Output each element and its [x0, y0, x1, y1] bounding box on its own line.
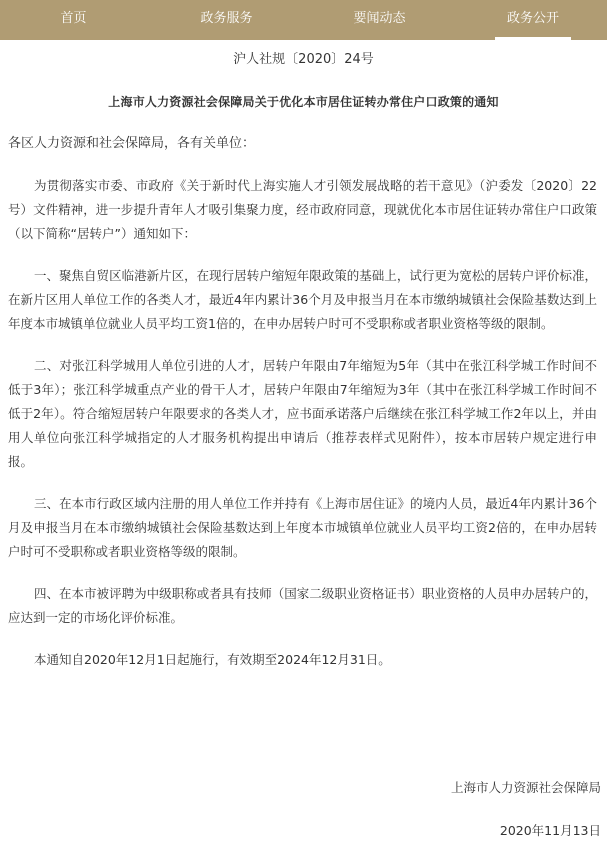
effective-date-paragraph: 本通知自2020年12月1日起施行，有效期至2024年12月31日。 — [34, 652, 391, 667]
nav-government-disclosure[interactable]: 政务公开 — [459, 0, 607, 40]
nav-home[interactable]: 首页 — [60, 11, 87, 26]
nav-news[interactable]: 要闻动态 — [353, 11, 406, 26]
item-4: 四、在本市被评聘为中级职称或者具有技师（国家二级职业资格证书）职业资格的人员申办居转户的，应达到一定的市场化评价标准。 — [8, 586, 597, 625]
top-nav — [0, 0, 607, 40]
document-body — [0, 40, 607, 672]
item-3: 三、在本市行政区域内注册的用人单位工作并持有《上海市居住证》的境内人员，最近4年内累计36个月及申报当月在本市缴纳城镇社会保险基数达到上年度本市城镇单位就业人员平均工资2倍的，在申办居转户时可不受职称或者职业资格等级的限制。 — [8, 496, 597, 559]
issuer: 上海市人力资源社会保障局 — [450, 780, 601, 795]
intro-paragraph: 为贯彻落实市委、市政府《关于新时代上海实施人才引领发展战略的若干意见》（沪委发〔2020〕22号）文件精神，进一步提升青年人才吸引集聚力度，经市政府同意，现就优化本市居住证转办常住户口政策（以下简称“居转户”）通知如下： — [8, 178, 597, 241]
document-number: 沪人社规〔2020〕24号 — [233, 52, 374, 67]
item-2: 二、对张江科学城用人单位引进的人才，居转户年限由7年缩短为5年（其中在张江科学城工作时间不低于3年）；张江科学城重点产业的骨干人才，居转户年限由7年缩短为3年（其中在张江科学城工作时间不低于2年）。符合缩短居转户年限要求的各类人才，应书面承诺落户后继续在张江科学城工作2年以上，并由用人单位向张江科学城指定的人才服务机构提出申请后（推荐表样式见附件），按本市居转户规定进行申报。 — [8, 358, 597, 469]
document-title: 上海市人力资源社会保障局关于优化本市居住证转办常住户口政策的通知 — [108, 95, 499, 109]
salutation: 各区人力资源和社会保障局，各有关单位： — [8, 136, 256, 151]
item-1: 一、聚焦自贸区临港新片区，在现行居转户缩短年限政策的基础上，试行更为宽松的居转户评价标准，在新片区用人单位工作的各类人才，最近4年内累计36个月及申报当月在本市缴纳城镇社会保险基数达到上年度本市城镇单位就业人员平均工资1倍的，在申办居转户时可不受职称或者职业资格等级的限制。 — [8, 268, 597, 331]
nav-government-services[interactable]: 政务服务 — [200, 11, 253, 26]
issue-date: 2020年11月13日 — [499, 823, 601, 838]
